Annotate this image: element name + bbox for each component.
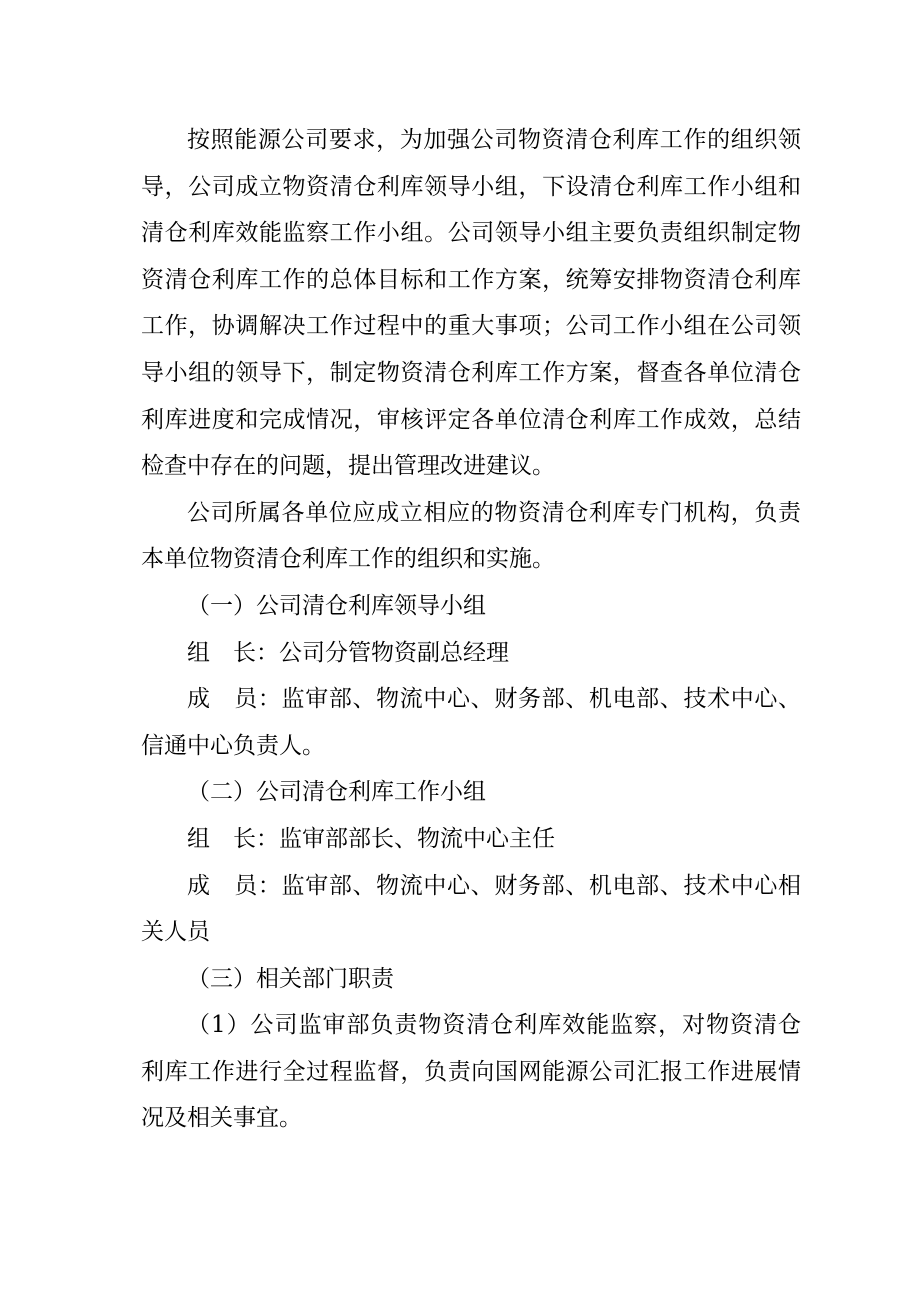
- text-line: 导，公司成立物资清仓利库领导小组，下设清仓利库工作小组和: [141, 173, 801, 200]
- text-line: 关人员: [141, 919, 210, 946]
- duty-item-audit-department: [141, 1002, 801, 1142]
- text-line: 信通中心负责人。: [141, 732, 325, 759]
- text-line: 况及相关事宜。: [141, 1105, 302, 1132]
- section-heading-working-group: （二）公司清仓利库工作小组: [187, 779, 486, 806]
- text-line: 本单位物资清仓利库工作的组织和实施。: [141, 546, 555, 573]
- document-page: [141, 117, 801, 1142]
- section-heading-department-duties: （三）相关部门职责: [187, 965, 394, 992]
- text-line: 成 员：监审部、物流中心、财务部、机电部、技术中心相: [187, 872, 801, 899]
- text-line: 利库进度和完成情况，审核评定各单位清仓利库工作成效，总结: [141, 406, 801, 433]
- text-line: 检查中存在的问题，提出管理改进建议。: [141, 453, 555, 480]
- working-group-leader: 组 长：监审部部长、物流中心主任: [187, 825, 555, 852]
- working-group-members: [141, 863, 801, 956]
- paragraph-organization-setup: [141, 117, 801, 490]
- text-line: （1）公司监审部负责物资清仓利库效能监察，对物资清仓: [187, 1012, 801, 1039]
- text-line: 成 员：监审部、物流中心、财务部、机电部、技术中心、: [187, 686, 801, 713]
- leadership-group-members: [141, 676, 801, 769]
- text-line: 资清仓利库工作的总体目标和工作方案，统筹安排物资清仓利库: [141, 266, 801, 293]
- text-line: 按照能源公司要求，为加强公司物资清仓利库工作的组织领: [187, 127, 801, 153]
- text-line: 工作，协调解决工作过程中的重大事项；公司工作小组在公司领: [141, 313, 801, 340]
- section-heading-leadership-group: （一）公司清仓利库领导小组: [187, 592, 486, 619]
- paragraph-unit-institutions: [141, 490, 801, 583]
- text-line: 导小组的领导下，制定物资清仓利库工作方案，督查各单位清仓: [141, 359, 801, 386]
- text-line: 清仓利库效能监察工作小组。公司领导小组主要负责组织制定物: [141, 220, 801, 247]
- text-line: 公司所属各单位应成立相应的物资清仓利库专门机构，负责: [187, 499, 801, 526]
- leadership-group-leader: 组 长：公司分管物资副总经理: [187, 639, 509, 666]
- text-line: 利库工作进行全过程监督，负责向国网能源公司汇报工作进展情: [141, 1058, 801, 1085]
